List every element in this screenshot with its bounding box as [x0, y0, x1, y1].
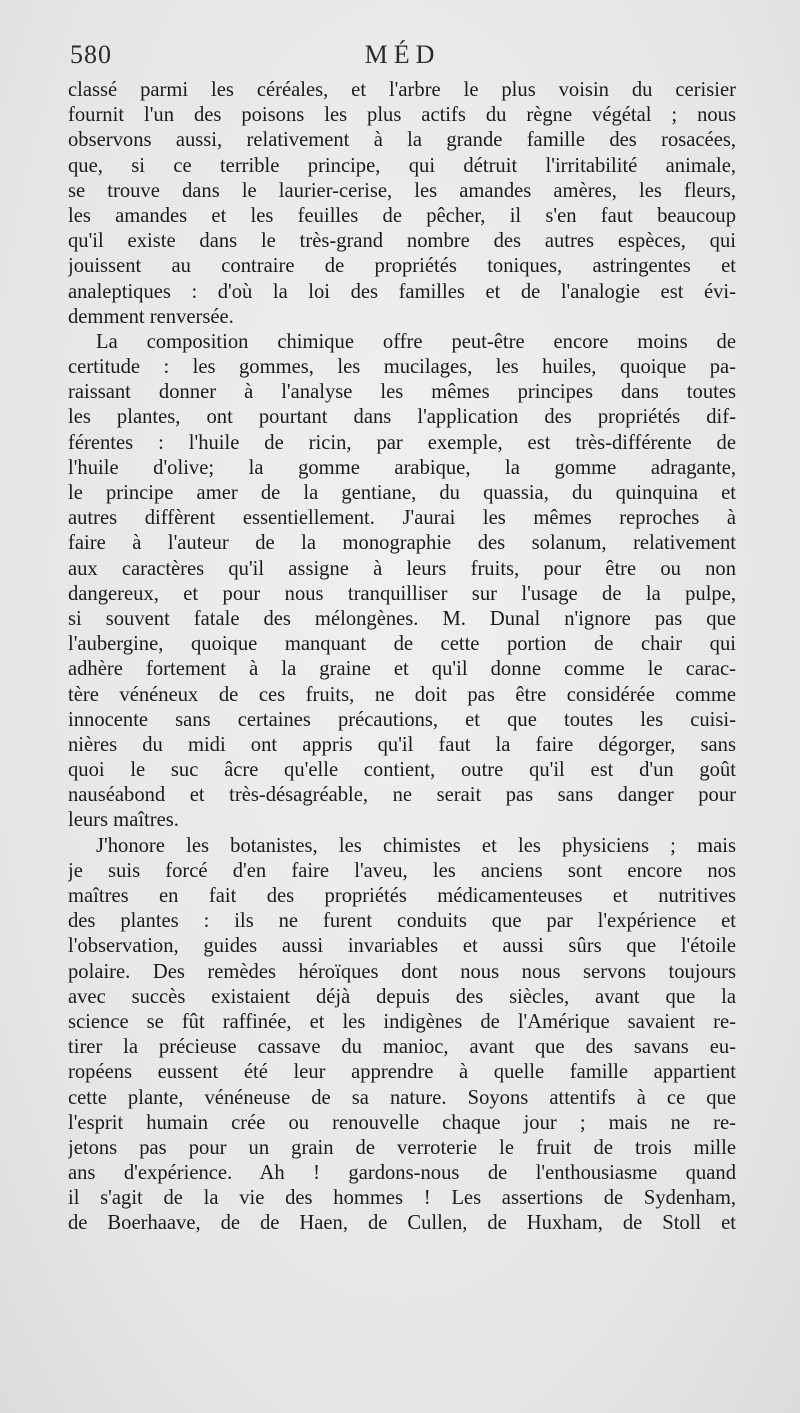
- text-line: je suis forcé d'en faire l'aveu, les anciens sont encore nos: [68, 859, 736, 882]
- text-line: tirer la précieuse cassave du manioc, avant que des savans eu-: [68, 1036, 736, 1059]
- text-line: se trouve dans le laurier-cerise, les amandes amères, les fleurs,: [68, 179, 736, 202]
- running-head: [70, 40, 735, 80]
- page-number: 580: [70, 40, 112, 69]
- text-line: science se fût raffinée, et les indigènes de l'Amérique savaient re-: [68, 1010, 736, 1033]
- text-line: que, si ce terrible principe, qui détruit l'irritabilité animale,: [68, 154, 736, 177]
- text-line: nauséabond et très-désagréable, ne serait pas sans danger pour: [68, 784, 736, 807]
- text-line: qu'il existe dans le très-grand nombre des autres espèces, qui: [68, 230, 736, 253]
- running-title: MÉD: [364, 40, 441, 69]
- text-line: fournit l'un des poisons les plus actifs du règne végétal ; nous: [68, 104, 736, 127]
- text-line: faire à l'auteur de la monographie des solanum, relativement: [68, 532, 736, 555]
- text-line: les amandes et les feuilles de pêcher, il s'en faut beaucoup: [68, 204, 736, 227]
- text-line: l'observation, guides aussi invariables et aussi sûrs que l'étoile: [68, 935, 736, 958]
- text-line: quoi le suc âcre qu'elle contient, outre qu'il est d'un goût: [68, 759, 736, 782]
- text-line: La composition chimique offre peut-être encore moins de: [96, 330, 736, 353]
- paragraph: [68, 834, 736, 1237]
- body-text: [68, 78, 736, 1237]
- text-line: observons aussi, relativement à la grande famille des rosacées,: [68, 129, 736, 152]
- text-line: dangereux, et pour nous tranquilliser sur l'usage de la pulpe,: [68, 582, 736, 605]
- text-line: cette plante, vénéneuse de sa nature. Soyons attentifs à ce que: [68, 1086, 736, 1109]
- text-line: les plantes, ont pourtant dans l'application des propriétés dif-: [68, 406, 736, 429]
- text-line: de Boerhaave, de de Haen, de Cullen, de Huxham, de Stoll et: [68, 1212, 736, 1235]
- text-line: autres diffèrent essentiellement. J'aurai les mêmes reproches à: [68, 507, 736, 530]
- text-line: si souvent fatale des mélongènes. M. Dunal n'ignore pas que: [68, 607, 736, 630]
- text-line: le principe amer de la gentiane, du quassia, du quinquina et: [68, 482, 736, 504]
- text-line: tère vénéneux de ces fruits, ne doit pas être considérée comme: [68, 683, 736, 706]
- text-line: J'honore les botanistes, les chimistes et les physiciens ; mais: [96, 834, 736, 857]
- text-line: jouissent au contraire de propriétés toniques, astringentes et: [68, 255, 736, 278]
- text-line: adhère fortement à la graine et qu'il donne comme le carac-: [68, 658, 736, 681]
- text-line: l'huile d'olive; la gomme arabique, la gomme adragante,: [68, 456, 736, 479]
- text-line: certitude : les gommes, les mucilages, les huiles, quoique pa-: [68, 356, 736, 379]
- text-line: aux caractères qu'il assigne à leurs fruits, pour être ou non: [68, 557, 736, 580]
- text-line: nières du midi ont appris qu'il faut la faire dégorger, sans: [68, 733, 736, 756]
- text-line: ans d'expérience. Ah ! gardons-nous de l'enthousiasme quand: [68, 1162, 736, 1185]
- paragraph: [68, 330, 736, 834]
- text-line: des plantes : ils ne furent conduits que par l'expérience et: [68, 910, 736, 933]
- text-line: raissant donner à l'analyse les mêmes principes dans toutes: [68, 381, 736, 404]
- text-line: polaire. Des remèdes héroïques dont nous nous servons toujours: [68, 960, 736, 983]
- paragraph: [68, 78, 736, 330]
- text-line: il s'agit de la vie des hommes ! Les assertions de Sydenham,: [68, 1187, 736, 1210]
- text-line: ropéens eussent été leur apprendre à quelle famille appartient: [68, 1061, 736, 1084]
- text-line: l'esprit humain crée ou renouvelle chaque jour ; mais ne re-: [68, 1111, 736, 1134]
- text-line: demment renversée.: [68, 305, 234, 328]
- text-line: innocente sans certaines précautions, et que toutes les cuisi-: [68, 708, 736, 731]
- text-line: leurs maîtres.: [68, 809, 179, 832]
- text-line: avec succès existaient déjà depuis des siècles, avant que la: [68, 985, 736, 1008]
- text-line: classé parmi les céréales, et l'arbre le plus voisin du cerisier: [68, 79, 736, 101]
- text-line: analeptiques : d'où la loi des familles et de l'analogie est évi-: [68, 280, 736, 303]
- text-line: maîtres en fait des propriétés médicamenteuses et nutritives: [68, 885, 736, 907]
- text-line: l'aubergine, quoique manquant de cette portion de chair qui: [68, 633, 736, 656]
- text-line: férentes : l'huile de ricin, par exemple, est très-différente de: [68, 431, 736, 454]
- text-line: jetons pas pour un grain de verroterie le fruit de trois mille: [68, 1136, 736, 1159]
